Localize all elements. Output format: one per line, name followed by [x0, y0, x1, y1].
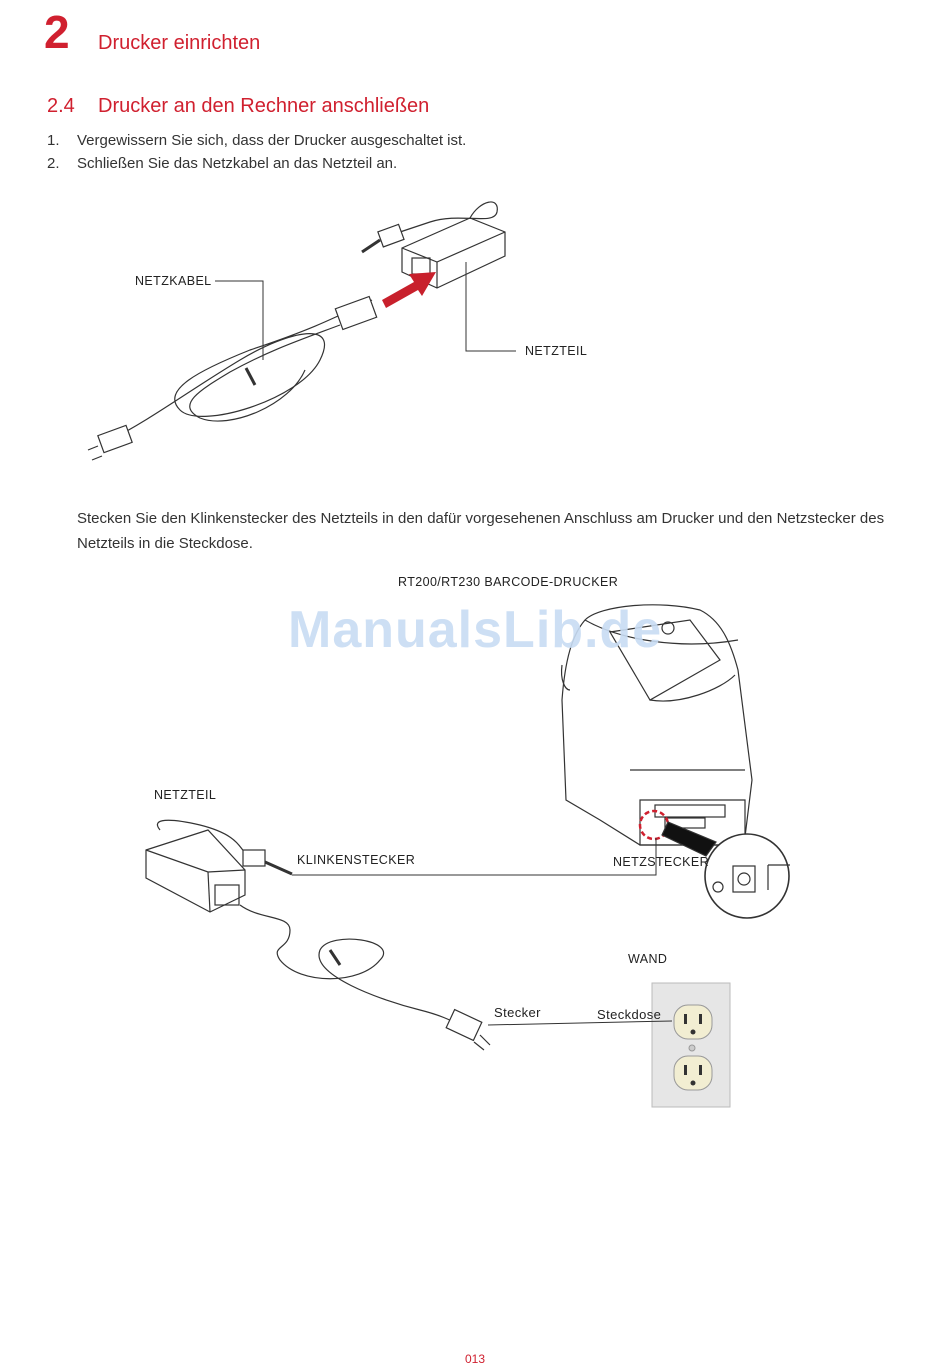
instruction-paragraph: Stecken Sie den Klinkenstecker des Netzteils in den dafür vorgesehenen Anschluss am Drucker und den Netzstecker des Netzteils in die Steckdose.: [77, 510, 885, 552]
jack-label: KLINKENSTECKER: [297, 853, 416, 867]
section-number: 2.4: [47, 95, 75, 117]
netzkabel-label: NETZKABEL: [135, 274, 212, 288]
netzteil-label: NETZTEIL: [525, 344, 588, 358]
section-title: Drucker an den Rechner anschließen: [98, 95, 430, 117]
printer-label: RT200/RT230 BARCODE-DRUCKER: [398, 575, 619, 589]
wall-outlet-illustration: [652, 983, 730, 1107]
step-text: Vergewissern Sie sich, dass der Drucker ausgeschaltet ist.: [77, 132, 467, 149]
chapter-number: 2: [44, 6, 70, 58]
step-text: Schließen Sie das Netzkabel an das Netzteil an.: [77, 155, 398, 172]
insert-arrow-icon: [382, 272, 436, 308]
step-number: 1.: [47, 132, 60, 149]
watermark: ManualsLib.de: [288, 601, 663, 659]
outlet-label: Steckdose: [597, 1007, 662, 1022]
figure1-cable-illustration: [88, 202, 505, 460]
wall-label: WAND: [628, 952, 668, 966]
page-number: 013: [464, 1352, 486, 1366]
step-number: 2.: [47, 155, 60, 172]
socket-label: NETZSTECKER: [613, 855, 710, 869]
chapter-title: Drucker einrichten: [98, 32, 261, 54]
adapter-label: NETZTEIL: [154, 788, 217, 802]
plug-label: Stecker: [494, 1005, 541, 1020]
